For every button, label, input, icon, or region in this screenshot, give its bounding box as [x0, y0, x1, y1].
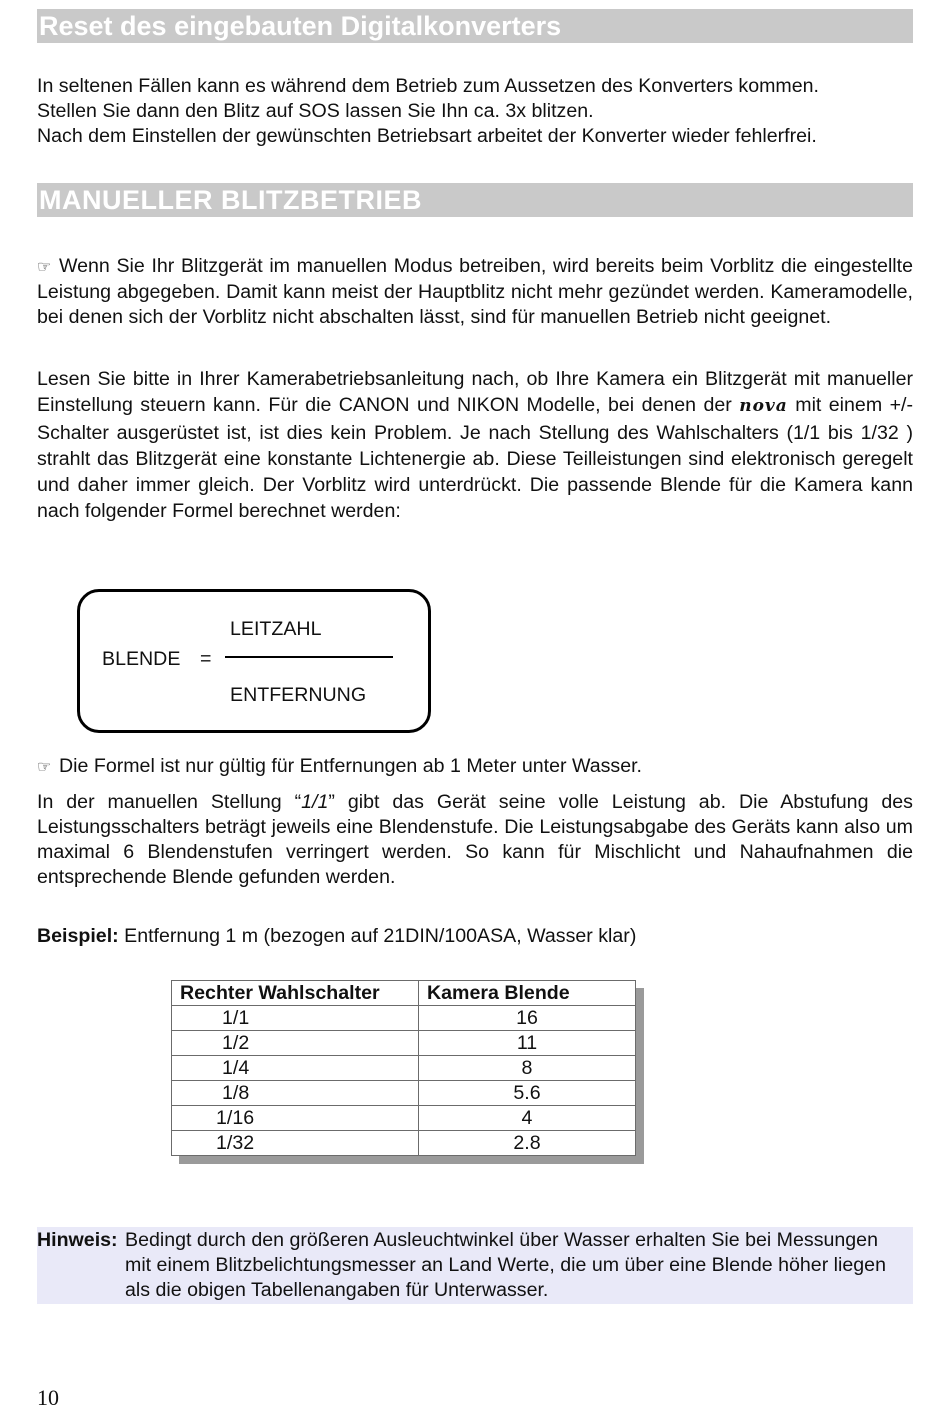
table-row	[172, 1106, 636, 1131]
table-cell-switch: 1/32	[172, 1131, 419, 1156]
table-cell-switch: 1/8	[172, 1081, 419, 1106]
reset-line-2: Stellen Sie dann den Blitz auf SOS lassen Sie Ihn ca. 3x blitzen.	[37, 100, 594, 122]
camera-manual-paragraph	[37, 366, 913, 525]
table-cell-switch: 1/1	[172, 1006, 419, 1031]
table-cell-switch: 1/16	[172, 1106, 419, 1131]
formula-note-text: Die Formel ist nur gültig für Entfernungen ab 1 Meter unter Wasser.	[59, 755, 642, 777]
formula-box	[77, 589, 431, 733]
table-cell-aperture: 5.6	[419, 1081, 636, 1106]
camera-manual-text-a: Lesen Sie bitte in Ihrer Kamerabetriebsanleitung nach, ob Ihre Kamera ein Blitzgerät mit manueller Einstellung steuern kann. Für die CANON und NIKON Modelle, bei denen der	[37, 368, 913, 417]
hinweis-label: Hinweis:	[37, 1229, 118, 1251]
manual-setting-text-a: In der manuellen Stellung “	[37, 791, 302, 813]
aperture-table	[171, 980, 636, 1156]
formula-equals: =	[200, 648, 212, 670]
table-header-switch: Rechter Wahlschalter	[172, 981, 419, 1006]
reset-line-3: Nach dem Einstellen der gewünschten Betriebsart arbeitet der Konverter wieder fehlerfrei.	[37, 125, 817, 147]
hinweis-text: Bedingt durch den größeren Ausleuchtwinkel über Wasser erhalten Sie bei Messungen mit einem Blitzbelichtungsmesser an Land Werte, die um über eine Blende höher liegen als die obigen Tabellenangaben für Unterwasser.	[125, 1229, 886, 1301]
table-row	[172, 1131, 636, 1156]
formula-lhs: BLENDE	[102, 648, 181, 670]
fraction-line	[225, 656, 393, 658]
table-row	[172, 1056, 636, 1081]
table-cell-aperture: 8	[419, 1056, 636, 1081]
example-line	[37, 924, 913, 949]
table-cell-aperture: 4	[419, 1106, 636, 1131]
example-text: Entfernung 1 m (bezogen auf 21DIN/100ASA, Wasser klar)	[124, 925, 637, 947]
table-row	[172, 1081, 636, 1106]
formula-numerator: LEITZAHL	[230, 618, 322, 640]
manual-setting-text-b: ” gibt das Gerät seine volle Leistung ab. Die Abstufung des Leistungsschalters beträgt jeweils eine Blendenstufe. Die Leistungsabgabe des Geräts kann also um maximal 6 Blendenstufen verringert werden. So kann für Mischlicht und Nahaufnahmen die entsprechende Blende gefunden werden.	[37, 791, 913, 888]
pointing-hand-icon: ☞	[37, 759, 52, 776]
manual-mode-note-text: Wenn Sie Ihr Blitzgerät im manuellen Modus betreiben, wird bereits beim Vorblitz die eingestellte Leistung abgegeben. Damit kann meist der Hauptblitz nicht mehr gezündet werden. Kameramodelle, bei denen sich der Vorblitz nicht abschalten lässt, sind für manuellen Betrieb nicht geeignet.	[37, 255, 913, 328]
section-heading-reset: Reset des eingebauten Digitalkonverters	[37, 9, 913, 43]
reset-paragraph	[37, 74, 913, 149]
table-row	[172, 1031, 636, 1056]
table-cell-aperture: 2.8	[419, 1131, 636, 1156]
camera-manual-text-b: mit einem +/- Schalter ausgerüstet ist, ist dies kein Problem. Je nach Stellung des Wahlschalters (1/1 bis 1/32 ) strahlt das Blitzgerät eine konstante Lichtenergie ab. Diese Teilleistungen sind elektronisch geregelt und daher immer gleich. Der Vorblitz wird unterdrückt. Die passende Blende für die Kamera kann nach folgender Formel berechnet werden:	[37, 394, 913, 523]
page-number: 10	[37, 1385, 59, 1410]
table-cell-switch: 1/4	[172, 1056, 419, 1081]
reset-line-1: In seltenen Fällen kann es während dem Betrieb zum Aussetzen des Konverters kommen.	[37, 75, 819, 97]
section-heading-manual-flash: MANUELLER BLITZBETRIEB	[37, 183, 913, 217]
table-header-aperture: Kamera Blende	[419, 981, 636, 1006]
formula-denominator: ENTFERNUNG	[230, 684, 367, 706]
manual-mode-note	[37, 254, 913, 330]
table-row	[172, 1006, 636, 1031]
table-cell-switch: 1/2	[172, 1031, 419, 1056]
table-cell-aperture: 11	[419, 1031, 636, 1056]
manual-setting-italic: 1/1	[301, 791, 329, 813]
table-header-row	[172, 981, 636, 1006]
hinweis-box	[37, 1227, 913, 1304]
pointing-hand-icon: ☞	[37, 259, 52, 276]
manual-setting-paragraph	[37, 790, 913, 890]
table-cell-aperture: 16	[419, 1006, 636, 1031]
formula-note	[37, 754, 913, 780]
nova-logo: nova	[739, 396, 788, 417]
example-label: Beispiel:	[37, 925, 119, 947]
